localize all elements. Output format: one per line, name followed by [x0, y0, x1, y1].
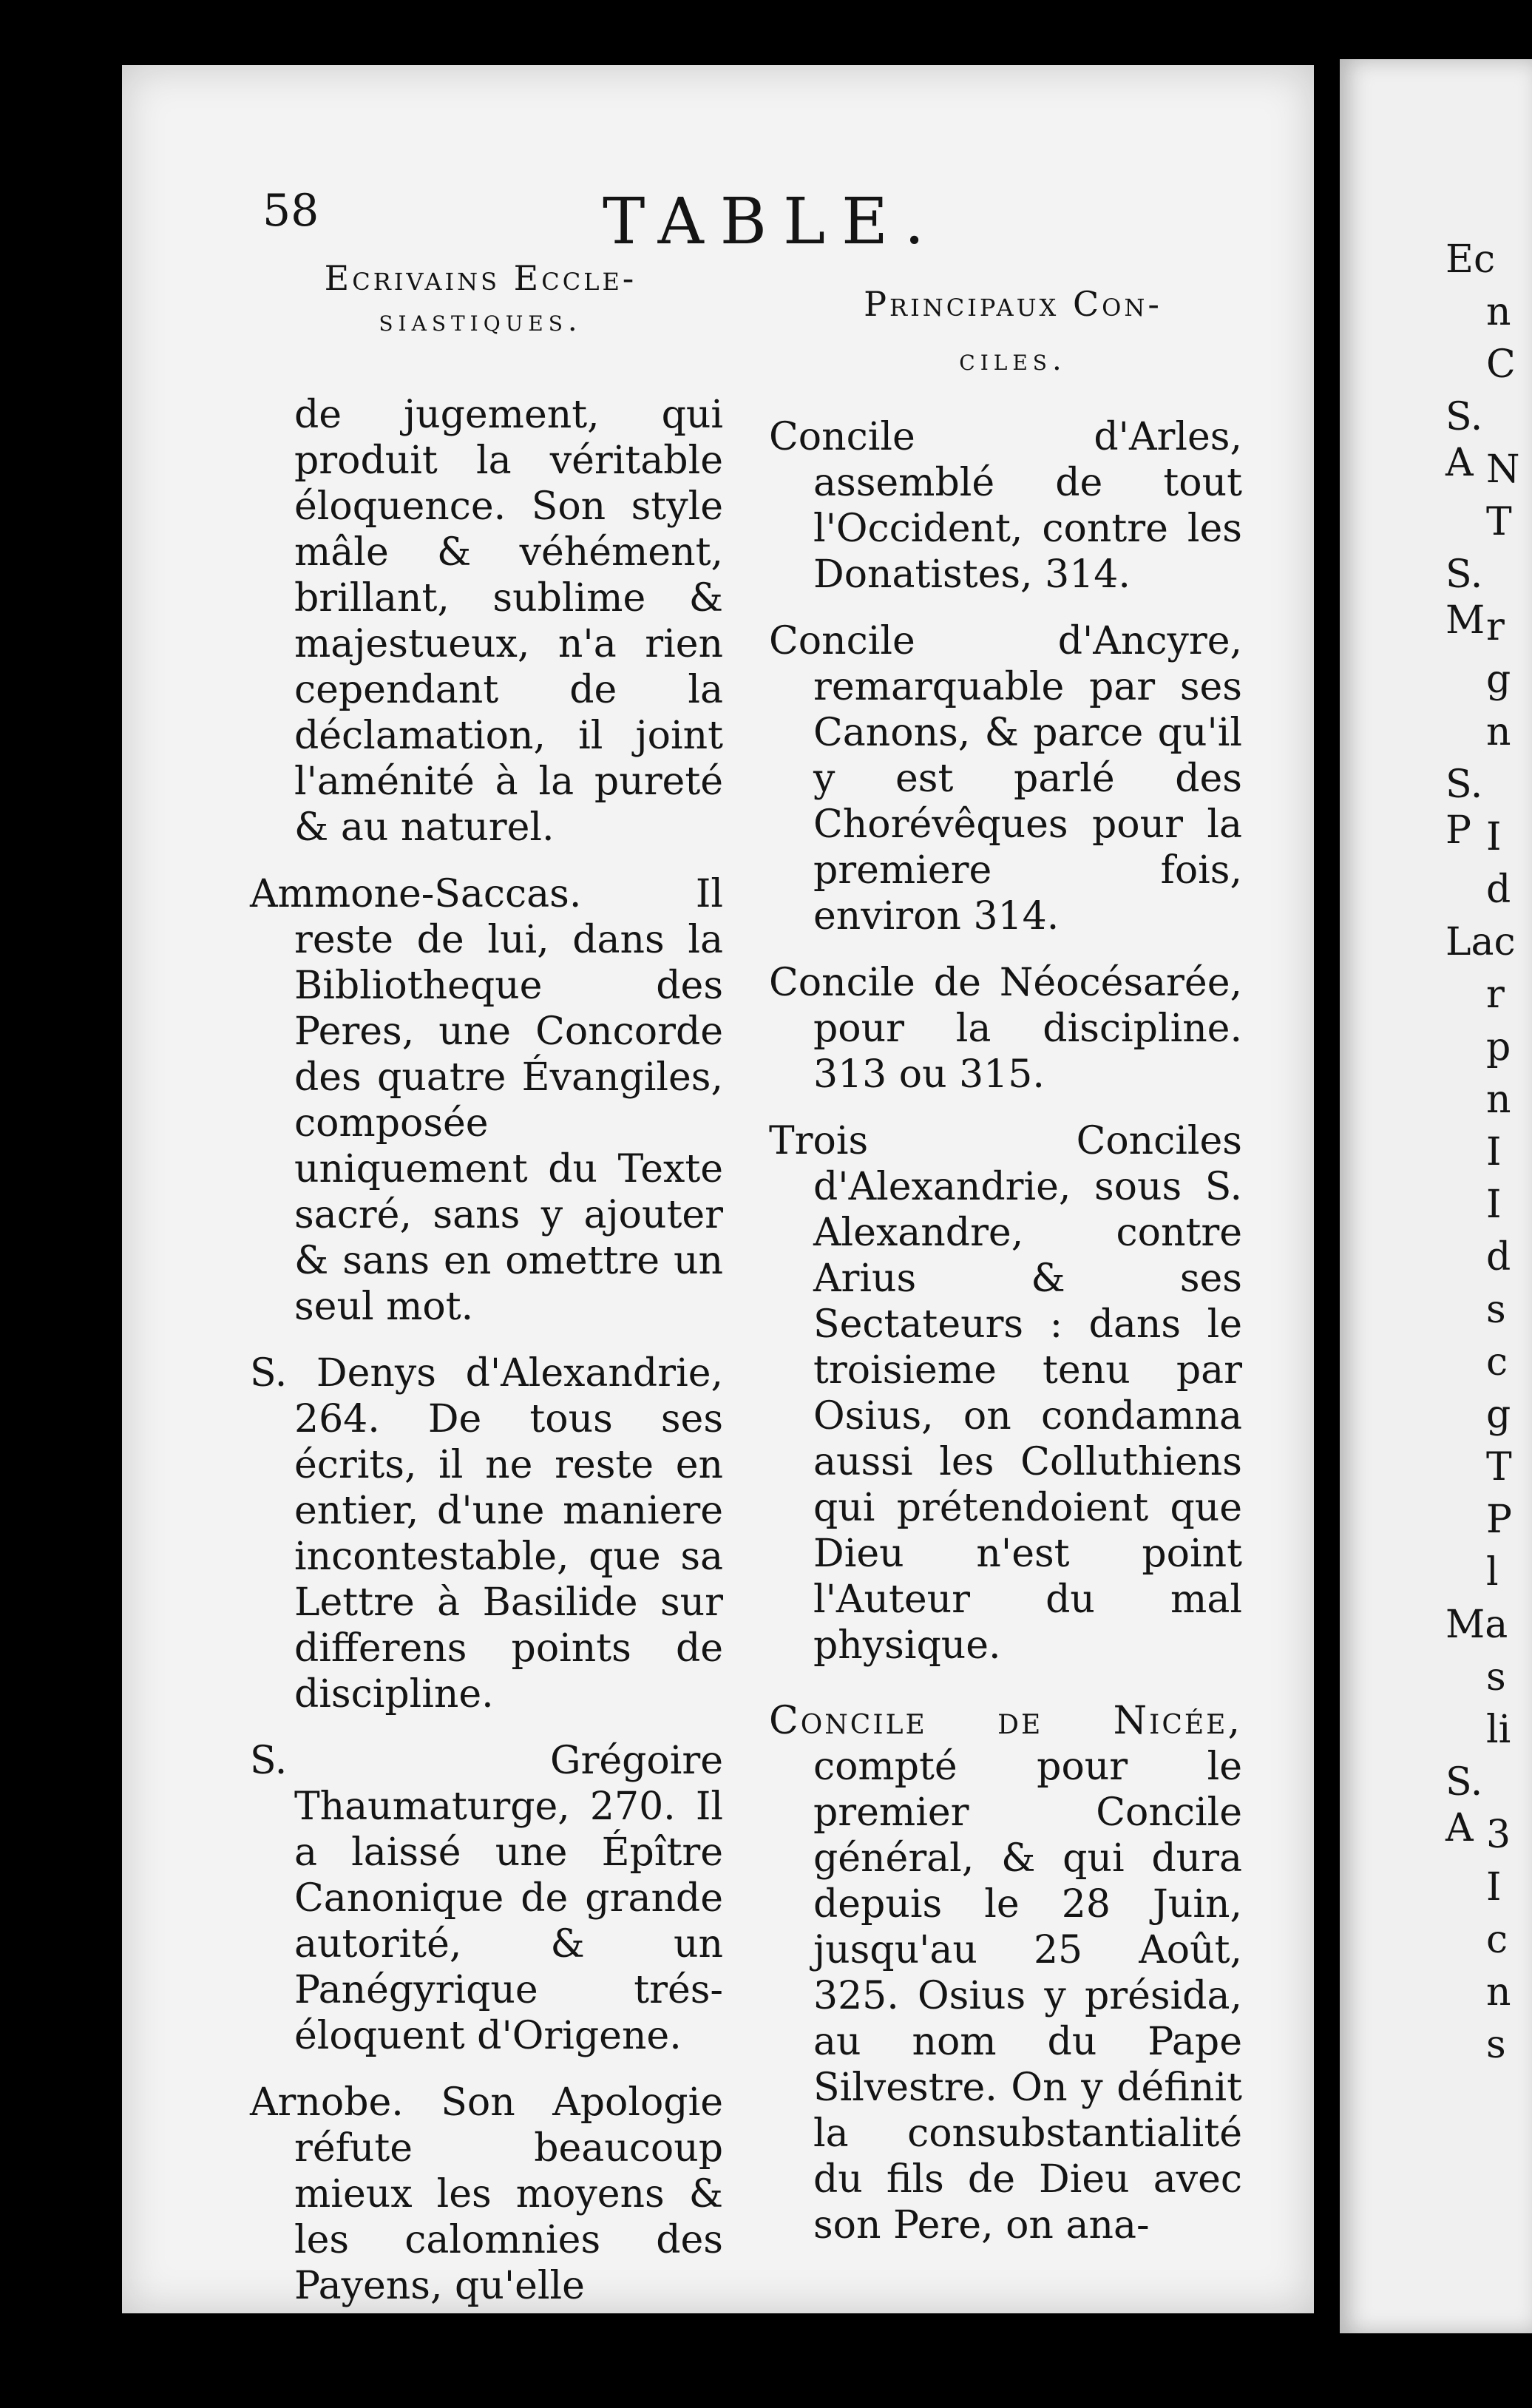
entry-concile-ancyre: Concile d'Ancyre, remarquable par ses Canons, & parce qu'il y est parlé des Chorévêques pour la premiere fois, environ 314. — [769, 619, 1242, 938]
right-heading-line2: ciles. — [959, 343, 1067, 378]
facing-page-fragment: I — [1486, 1183, 1502, 1227]
facing-page-fragment: n — [1486, 290, 1511, 334]
facing-page-fragment: S. M — [1445, 552, 1485, 643]
left-column-heading — [222, 255, 739, 341]
left-column — [250, 392, 723, 2330]
facing-page-fragment: Ec — [1445, 237, 1496, 282]
facing-page-fragment: r — [1486, 605, 1505, 649]
facing-page-fragment: T — [1486, 1445, 1512, 1489]
facing-page-fragment: s — [1486, 1288, 1506, 1332]
facing-page-fragment: s — [1486, 2023, 1506, 2067]
right-heading-line1: Principaux Con- — [864, 284, 1162, 324]
facing-page-fragment: n — [1486, 710, 1511, 754]
facing-page-fragment: n — [1486, 1970, 1511, 2015]
facing-page-fragment: I — [1486, 815, 1502, 859]
facing-page-fragment: li — [1486, 1708, 1511, 1752]
entry-denys-alexandrie: S. Denys d'Alexandrie, 264. De tous ses écrits, il ne reste en entier, d'une maniere incontestable, que sa Lettre à Basilide sur differens points de discipline. — [250, 1351, 723, 1717]
facing-page-fragment: S. A — [1445, 395, 1483, 485]
entry-concile-nicee — [769, 1698, 1242, 2248]
entry-gregoire-thaumaturge: S. Grégoire Thaumaturge, 270. Il a laissé une Épître Canonique de grande autorité, & un Panégyrique trés-éloquent d'Origene. — [250, 1739, 723, 2058]
facing-page-fragment: n — [1486, 1078, 1511, 1122]
entry-ammone-saccas: Ammone-Saccas. Il reste de lui, dans la Bibliotheque des Peres, une Concorde des quatre Évangiles, composée uniquement du Texte sacré, sans y ajouter & sans en omettre un seul mot. — [250, 872, 723, 1329]
facing-page-fragment: N — [1486, 447, 1520, 492]
facing-page-fragment: S. P — [1445, 762, 1483, 853]
entry-concile-neocesaree: Concile de Néocésarée, pour la discipline. 313 ou 315. — [769, 961, 1242, 1097]
right-column-heading — [769, 281, 1257, 380]
left-heading-line1: Ecrivains Eccle- — [324, 258, 637, 298]
page-gutter — [1314, 65, 1340, 2328]
running-title: TABLE. — [603, 185, 941, 259]
right-column — [769, 414, 1242, 2269]
facing-page-fragment: d — [1486, 868, 1511, 912]
facing-page-fragment: p — [1486, 1025, 1511, 1069]
facing-page-fragment: Lac — [1445, 920, 1516, 964]
facing-page-fragment: c — [1486, 1340, 1508, 1384]
left-heading-line2: siastiques. — [379, 304, 583, 339]
facing-page-fragment: d — [1486, 1235, 1511, 1279]
entry-conciles-alexandrie: Trois Conciles d'Alexandrie, sous S. Alexandre, contre Arius & ses Sectateurs : dans le troisieme tenu par Osius, on condamna aussi les Colluthiens qui prétendoient que Dieu n'est point l'Auteur du mal physique. — [769, 1119, 1242, 1668]
facing-page-fragment: I — [1486, 1865, 1502, 1910]
facing-page-fragment: S. A — [1445, 1760, 1483, 1850]
facing-page-fragment: P — [1486, 1498, 1512, 1542]
page-number: 58 — [262, 185, 319, 237]
facing-page-fragment: Ma — [1445, 1603, 1508, 1647]
continuation-paragraph: de jugement, qui produit la véritable éloquence. Son style mâle & véhément, brillant, sublime & majestueux, n'a rien cependant de la déclamation, il joint l'aménité à la pureté & au naturel. — [294, 393, 723, 850]
entry-arnobe: Arnobe. Son Apologie réfute beaucoup mieux les moyens & les calomnies des Payens, qu'elle — [250, 2080, 723, 2308]
facing-page-fragment: T — [1486, 500, 1512, 544]
facing-page-fragment: l — [1486, 1550, 1499, 1594]
nicee-text: compté pour le premier Concile général, & qui dura depuis le 28 Juin, jusqu'au 25 Août, 325. Osius y présida, au nom du Pape Silvestre. On y définit la consubstantialité du fils de Dieu avec son Pere, on ana- — [813, 1745, 1242, 2248]
facing-page-fragment: c — [1486, 1918, 1508, 1962]
nicee-lead: Concile de Nicée, — [769, 1699, 1242, 1743]
facing-page-fragment: r — [1486, 973, 1505, 1017]
entry-concile-arles: Concile d'Arles, assemblé de tout l'Occident, contre les Donatistes, 314. — [769, 415, 1242, 597]
facing-page-fragment: g — [1486, 1393, 1511, 1437]
facing-page-fragment: s — [1486, 1655, 1506, 1700]
facing-page-fragment: 3 — [1486, 1813, 1511, 1857]
facing-page-fragment: I — [1486, 1130, 1502, 1174]
facing-page-fragment: C — [1486, 342, 1516, 387]
facing-page-fragment: g — [1486, 657, 1511, 702]
